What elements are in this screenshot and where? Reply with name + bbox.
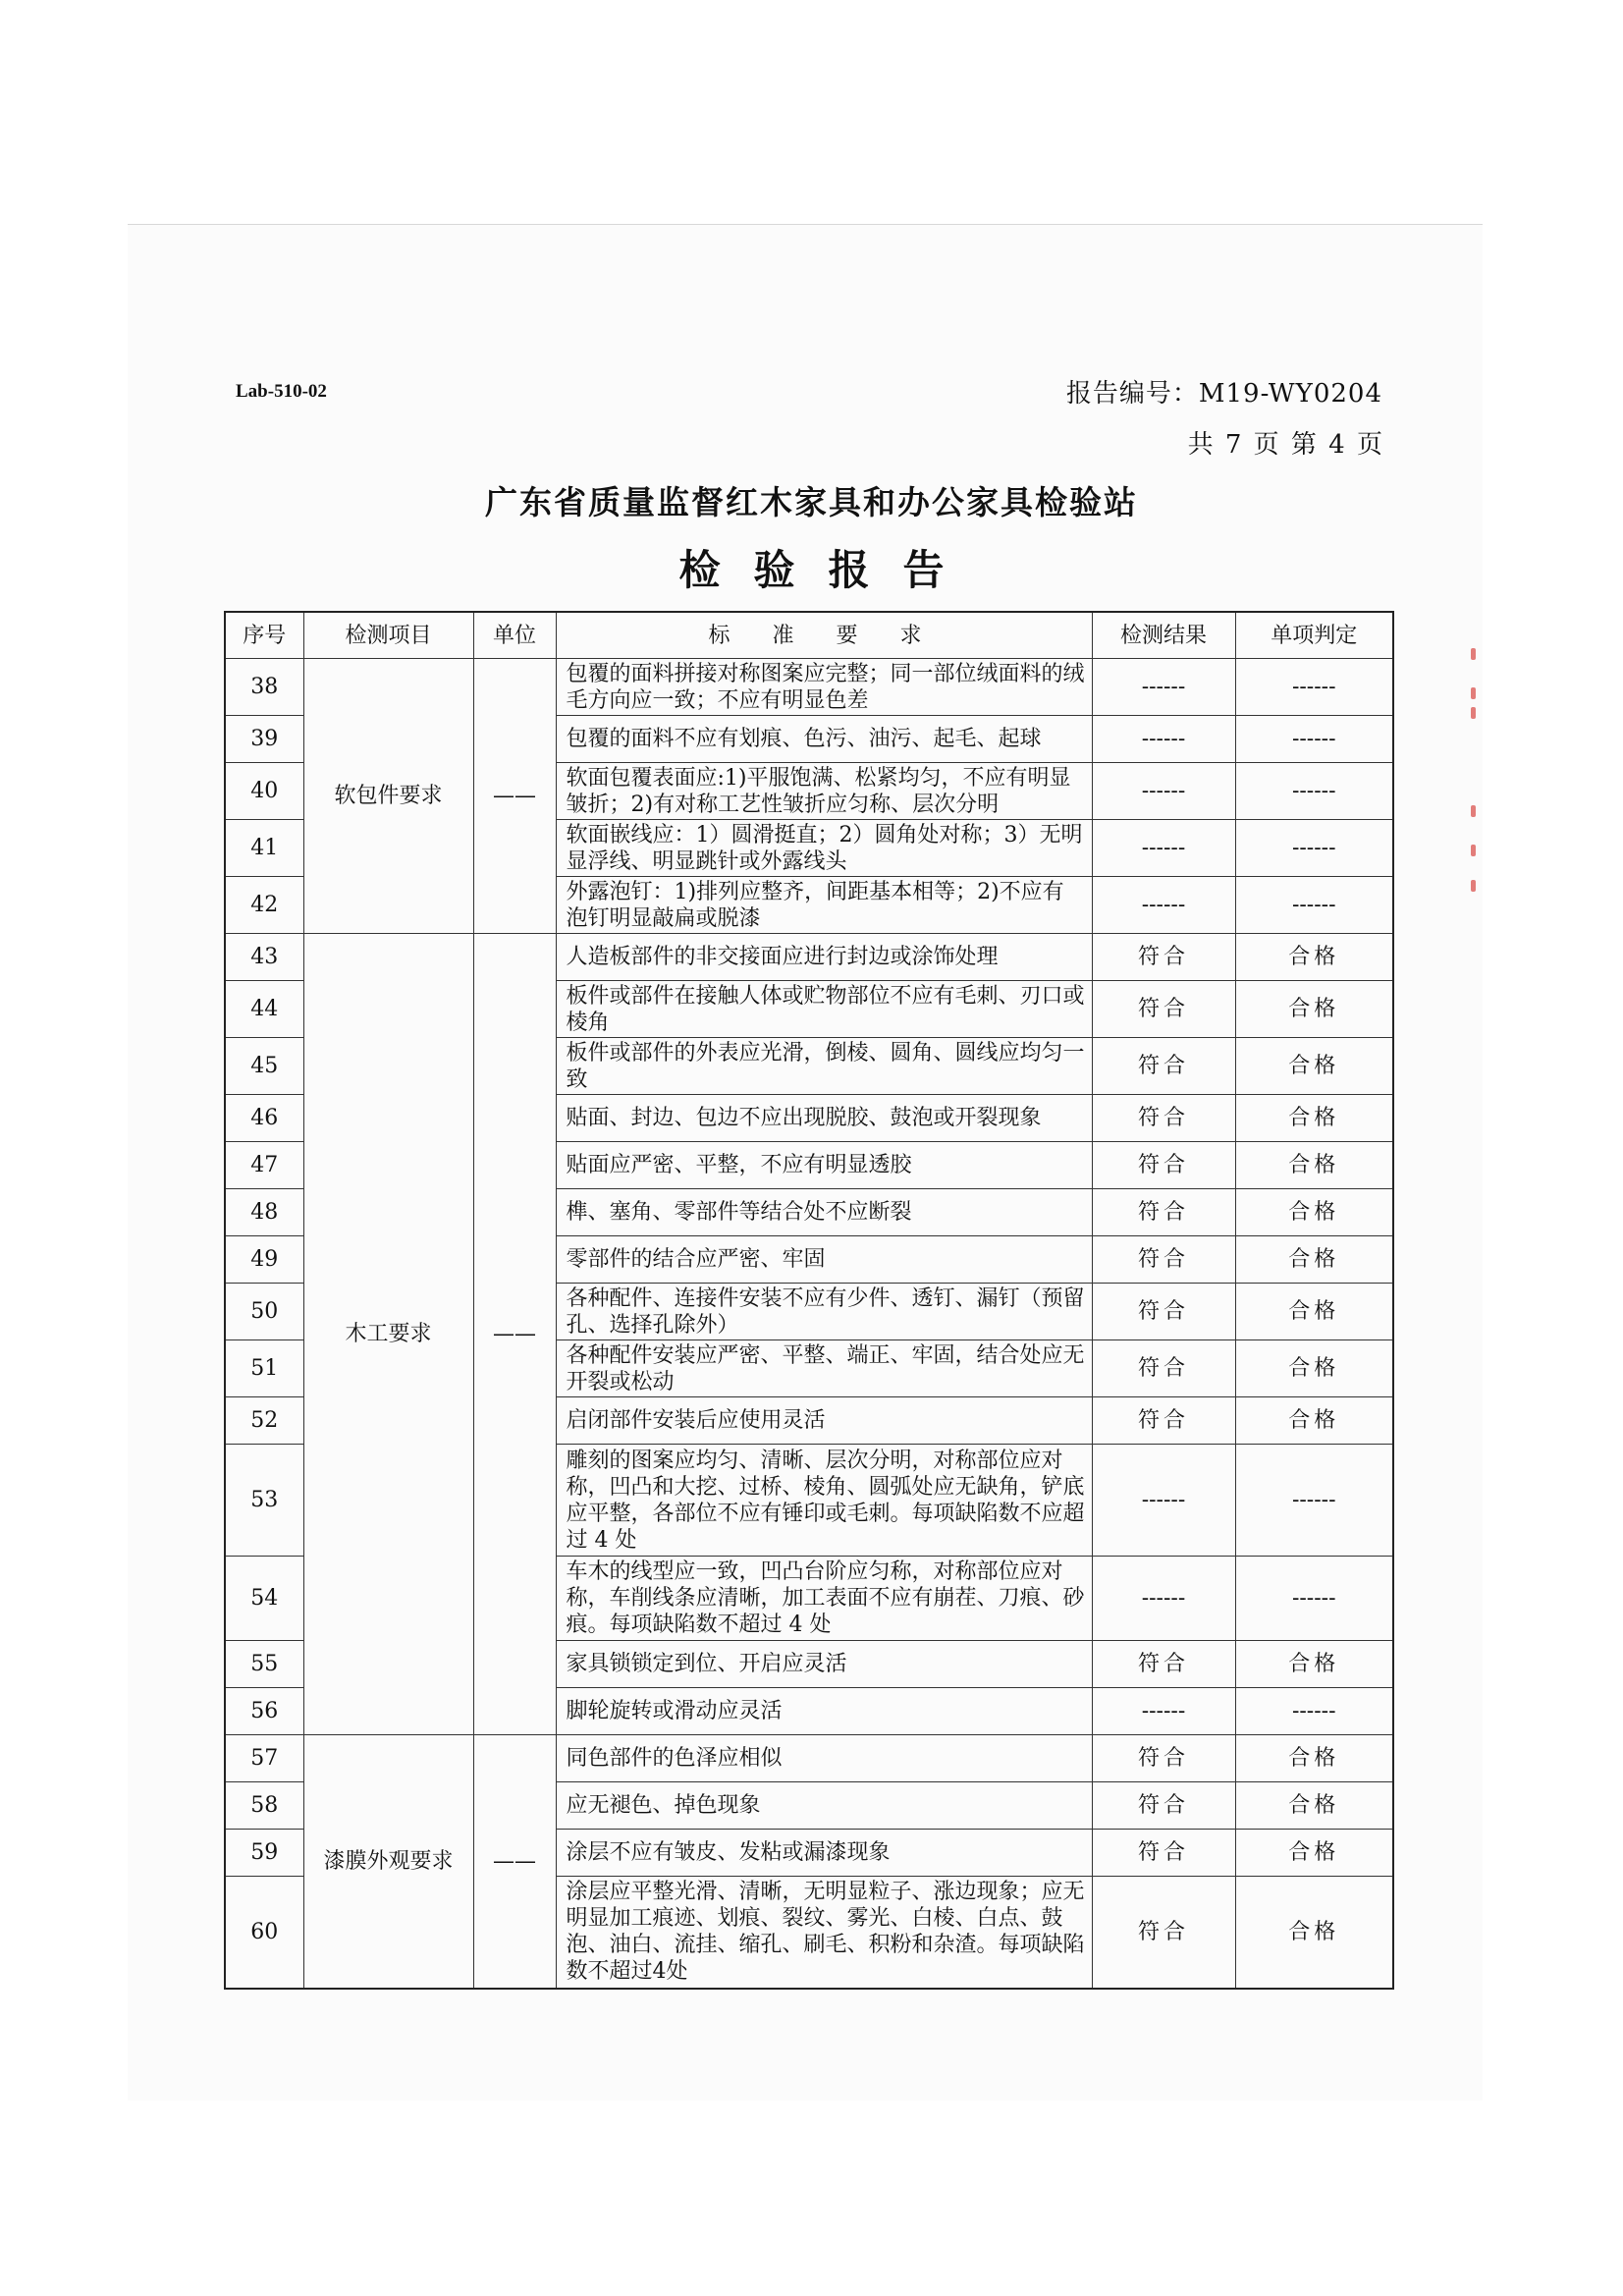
row-number: 56 (225, 1688, 303, 1735)
result-cell: ------ (1092, 763, 1235, 820)
row-number: 51 (225, 1340, 303, 1397)
result-cell: 符合 (1092, 1830, 1235, 1877)
requirement-cell: 涂层不应有皱皮、发粘或漏漆现象 (556, 1830, 1092, 1877)
judgment-cell: ------ (1235, 1445, 1393, 1557)
result-cell: 符合 (1092, 1038, 1235, 1095)
requirement-cell: 包覆的面料拼接对称图案应完整；同一部位绒面料的绒毛方向应一致；不应有明显色差 (556, 659, 1092, 716)
requirement-cell: 包覆的面料不应有划痕、色污、油污、起毛、起球 (556, 716, 1092, 763)
judgment-cell: 合格 (1235, 934, 1393, 981)
table-header-row (225, 612, 1393, 659)
result-cell: 符合 (1092, 1340, 1235, 1397)
header-no: 序号 (225, 612, 303, 659)
judgment-cell: ------ (1235, 716, 1393, 763)
result-cell: ------ (1092, 1445, 1235, 1557)
judgment-cell: ------ (1235, 659, 1393, 716)
judgment-cell: ------ (1235, 820, 1393, 877)
row-number: 60 (225, 1877, 303, 1989)
result-cell: ------ (1092, 820, 1235, 877)
result-cell: ------ (1092, 877, 1235, 934)
requirement-cell: 应无褪色、掉色现象 (556, 1782, 1092, 1830)
row-number: 57 (225, 1735, 303, 1782)
result-cell: 符合 (1092, 981, 1235, 1038)
requirement-cell: 雕刻的图案应均匀、清晰、层次分明，对称部位应对称，凹凸和大挖、过桥、棱角、圆弧处应无缺角，铲底应平整，各部位不应有锤印或毛刺。每项缺陷数不应超过 4 处 (556, 1445, 1092, 1557)
result-cell: 符合 (1092, 1735, 1235, 1782)
result-cell: 符合 (1092, 934, 1235, 981)
row-number: 41 (225, 820, 303, 877)
result-cell: 符合 (1092, 1284, 1235, 1340)
result-cell: 符合 (1092, 1095, 1235, 1142)
judgment-cell: 合格 (1235, 1735, 1393, 1782)
header-judgment: 单项判定 (1235, 612, 1393, 659)
judgment-cell: ------ (1235, 877, 1393, 934)
header-result: 检测结果 (1092, 612, 1235, 659)
requirement-cell: 板件或部件在接触人体或贮物部位不应有毛刺、刃口或棱角 (556, 981, 1092, 1038)
judgment-cell: ------ (1235, 1688, 1393, 1735)
row-number: 44 (225, 981, 303, 1038)
lab-code: Lab-510-02 (236, 381, 327, 402)
judgment-cell: 合格 (1235, 1641, 1393, 1688)
judgment-cell: 合格 (1235, 1830, 1393, 1877)
result-cell: 符合 (1092, 1782, 1235, 1830)
header-requirement: 标 准 要 求 (556, 612, 1092, 659)
requirement-cell: 贴面应严密、平整，不应有明显透胶 (556, 1142, 1092, 1189)
judgment-cell: 合格 (1235, 1284, 1393, 1340)
requirement-cell: 启闭部件安装后应使用灵活 (556, 1397, 1092, 1445)
unit-cell: —— (473, 934, 556, 1735)
judgment-cell: 合格 (1235, 1189, 1393, 1236)
page-info: 共 7 页 第 4 页 (1187, 430, 1382, 460)
requirement-cell: 人造板部件的非交接面应进行封边或涂饰处理 (556, 934, 1092, 981)
result-cell: 符合 (1092, 1641, 1235, 1688)
header-item: 检测项目 (303, 612, 473, 659)
row-number: 42 (225, 877, 303, 934)
judgment-cell: 合格 (1235, 1340, 1393, 1397)
requirement-cell: 脚轮旋转或滑动应灵活 (556, 1688, 1092, 1735)
report-number: 报告编号：M19-WY0204 (1065, 379, 1382, 409)
requirement-cell: 家具锁锁定到位、开启应灵活 (556, 1641, 1092, 1688)
row-number: 43 (225, 934, 303, 981)
organization-name: 广东省质量监督红木家具和办公家具检验站 (485, 483, 1138, 521)
result-cell: ------ (1092, 716, 1235, 763)
requirement-cell: 各种配件安装应严密、平整、端正、牢固，结合处应无开裂或松动 (556, 1340, 1092, 1397)
test-item-group: 软包件要求 (303, 659, 473, 934)
judgment-cell: 合格 (1235, 1397, 1393, 1445)
unit-cell: —— (473, 659, 556, 934)
row-number: 52 (225, 1397, 303, 1445)
result-cell: ------ (1092, 1688, 1235, 1735)
unit-cell: —— (473, 1735, 556, 1989)
judgment-cell: ------ (1235, 763, 1393, 820)
result-cell: ------ (1092, 1557, 1235, 1641)
judgment-cell: 合格 (1235, 1038, 1393, 1095)
report-title: 检验报告 (678, 546, 978, 594)
requirement-cell: 车木的线型应一致，凹凸台阶应匀称，对称部位应对称，车削线条应清晰，加工表面不应有崩茬、刀痕、砂痕。每项缺陷数不超过 4 处 (556, 1557, 1092, 1641)
result-cell: 符合 (1092, 1236, 1235, 1284)
table-row (225, 1735, 1393, 1782)
judgment-cell: ------ (1235, 1557, 1393, 1641)
requirement-cell: 贴面、封边、包边不应出现脱胶、鼓泡或开裂现象 (556, 1095, 1092, 1142)
result-cell: 符合 (1092, 1877, 1235, 1989)
result-cell: 符合 (1092, 1142, 1235, 1189)
judgment-cell: 合格 (1235, 1236, 1393, 1284)
requirement-cell: 榫、塞角、零部件等结合处不应断裂 (556, 1189, 1092, 1236)
requirement-cell: 板件或部件的外表应光滑，倒棱、圆角、圆线应均匀一致 (556, 1038, 1092, 1095)
row-number: 47 (225, 1142, 303, 1189)
row-number: 53 (225, 1445, 303, 1557)
row-number: 39 (225, 716, 303, 763)
judgment-cell: 合格 (1235, 1782, 1393, 1830)
test-item-group: 木工要求 (303, 934, 473, 1735)
row-number: 46 (225, 1095, 303, 1142)
requirement-cell: 软面包覆表面应:1)平服饱满、松紧均匀，不应有明显皱折；2)有对称工艺性皱折应匀称、层次分明 (556, 763, 1092, 820)
test-item-group: 漆膜外观要求 (303, 1735, 473, 1989)
judgment-cell: 合格 (1235, 1877, 1393, 1989)
judgment-cell: 合格 (1235, 1142, 1393, 1189)
requirement-cell: 各种配件、连接件安装不应有少件、透钉、漏钉（预留孔、选择孔除外） (556, 1284, 1092, 1340)
header-unit: 单位 (473, 612, 556, 659)
row-number: 49 (225, 1236, 303, 1284)
row-number: 40 (225, 763, 303, 820)
requirement-cell: 零部件的结合应严密、牢固 (556, 1236, 1092, 1284)
requirement-cell: 涂层应平整光滑、清晰，无明显粒子、涨边现象；应无明显加工痕迹、划痕、裂纹、雾光、白棱、白点、鼓泡、油白、流挂、缩孔、刷毛、积粉和杂渣。每项缺陷数不超过4处 (556, 1877, 1092, 1989)
result-cell: 符合 (1092, 1189, 1235, 1236)
result-cell: ------ (1092, 659, 1235, 716)
row-number: 45 (225, 1038, 303, 1095)
table-row (225, 659, 1393, 716)
row-number: 38 (225, 659, 303, 716)
row-number: 55 (225, 1641, 303, 1688)
judgment-cell: 合格 (1235, 1095, 1393, 1142)
requirement-cell: 软面嵌线应：1）圆滑挺直；2）圆角处对称；3）无明显浮线、明显跳针或外露线头 (556, 820, 1092, 877)
inspection-table (224, 611, 1394, 1990)
seal-stamp-edge (1469, 648, 1483, 894)
row-number: 48 (225, 1189, 303, 1236)
row-number: 59 (225, 1830, 303, 1877)
requirement-cell: 同色部件的色泽应相似 (556, 1735, 1092, 1782)
requirement-cell: 外露泡钉：1)排列应整齐，间距基本相等；2)不应有泡钉明显敲扁或脱漆 (556, 877, 1092, 934)
row-number: 50 (225, 1284, 303, 1340)
row-number: 54 (225, 1557, 303, 1641)
table-row (225, 934, 1393, 981)
judgment-cell: 合格 (1235, 981, 1393, 1038)
result-cell: 符合 (1092, 1397, 1235, 1445)
row-number: 58 (225, 1782, 303, 1830)
